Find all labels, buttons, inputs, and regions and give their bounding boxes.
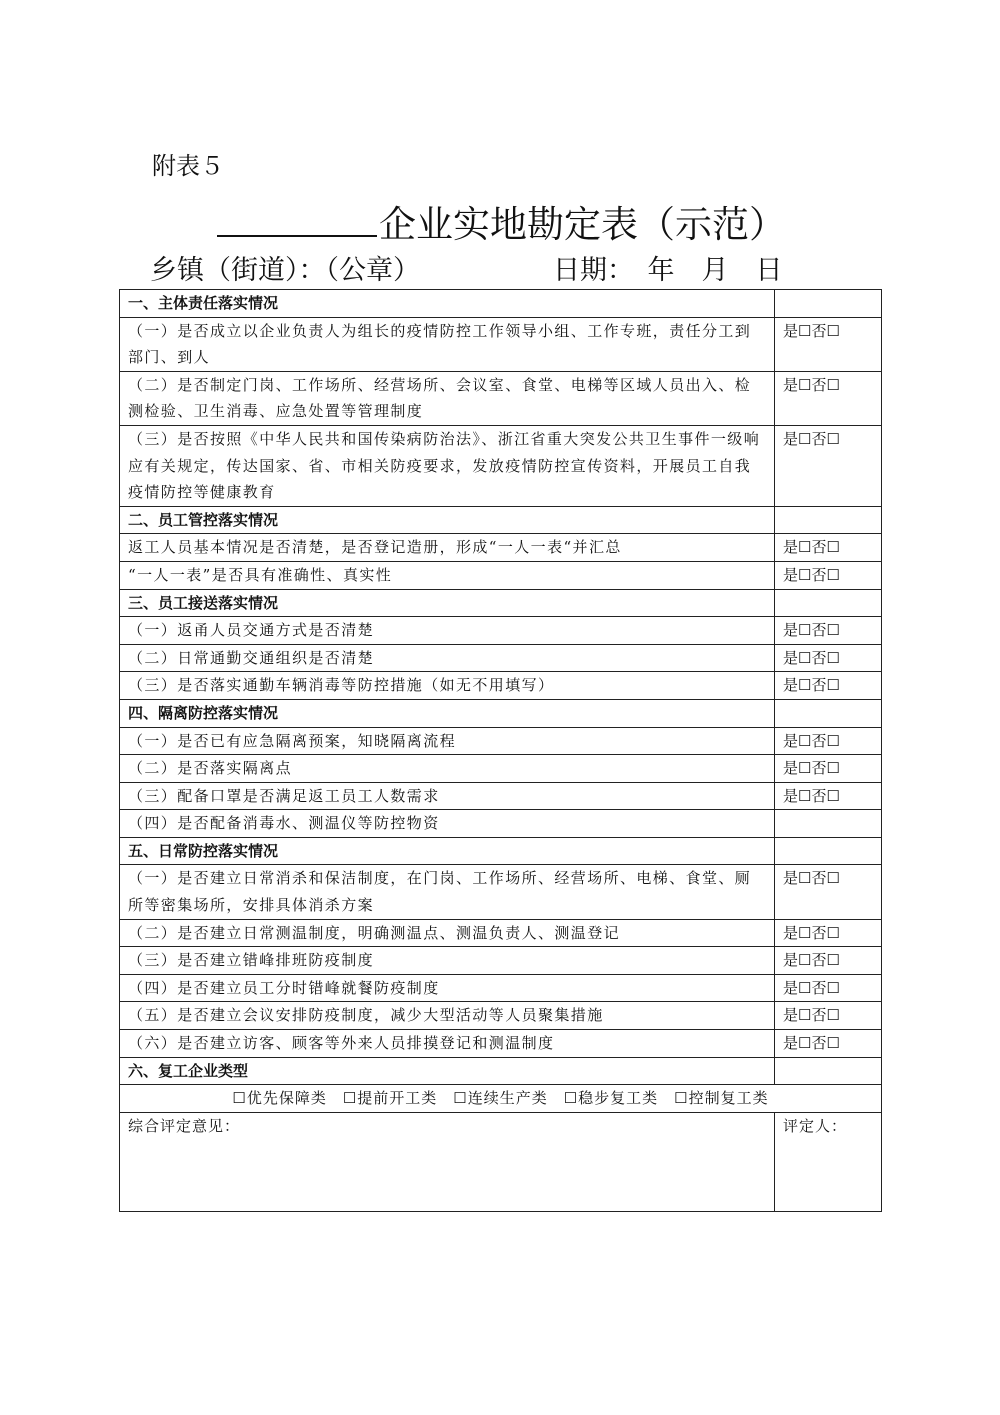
question-cell: “一人一表”是否具有准确性、真实性 bbox=[120, 561, 775, 589]
evaluator-field[interactable]: 评定人： bbox=[775, 1112, 882, 1211]
table-row bbox=[120, 425, 882, 506]
question-cell: （二）是否建立日常测温制度，明确测温点、测温负责人、测温登记 bbox=[120, 919, 775, 947]
table-row bbox=[120, 782, 882, 810]
table-row bbox=[120, 865, 882, 919]
date-label: 日期： 年 月 日 bbox=[553, 255, 783, 286]
question-cell: （一）返甬人员交通方式是否清楚 bbox=[120, 617, 775, 645]
yes-no-checkbox[interactable]: 是☐否☐ bbox=[775, 534, 882, 562]
yes-no-checkbox[interactable]: 是☐否☐ bbox=[775, 755, 882, 783]
question-cell: （一）是否已有应急隔离预案，知晓隔离流程 bbox=[120, 727, 775, 755]
yes-no-checkbox[interactable]: 是☐否☐ bbox=[775, 782, 882, 810]
section-title: 四、隔离防控落实情况 bbox=[120, 699, 775, 727]
table-row bbox=[120, 672, 882, 700]
table-row bbox=[120, 371, 882, 425]
inspection-table bbox=[119, 289, 882, 1212]
section-row bbox=[120, 506, 882, 534]
yes-no-checkbox[interactable]: 是☐否☐ bbox=[775, 1002, 882, 1030]
table-row bbox=[120, 1030, 882, 1058]
question-cell: （三）配备口罩是否满足返工员工人数需求 bbox=[120, 782, 775, 810]
section-row bbox=[120, 290, 882, 318]
question-cell: （三）是否建立错峰排班防疫制度 bbox=[120, 947, 775, 975]
section-title: 一、主体责任落实情况 bbox=[120, 290, 775, 318]
yes-no-checkbox[interactable]: 是☐否☐ bbox=[775, 974, 882, 1002]
table-row bbox=[120, 974, 882, 1002]
table-row bbox=[120, 644, 882, 672]
question-cell: （二）是否制定门岗、工作场所、经营场所、会议室、食堂、电梯等区域人员出入、检测检验、卫生消毒、应急处置等管理制度 bbox=[120, 371, 775, 425]
attachment-label: 附表５ bbox=[152, 152, 224, 180]
yes-no-checkbox[interactable]: 是☐否☐ bbox=[775, 1030, 882, 1058]
question-cell: （一）是否建立日常消杀和保洁制度，在门岗、工作场所、经营场所、电梯、食堂、厕所等密集场所，安排具体消杀方案 bbox=[120, 865, 775, 919]
question-cell: （四）是否配备消毒水、测温仪等防控物资 bbox=[120, 810, 775, 838]
table-row bbox=[120, 755, 882, 783]
table-row bbox=[120, 561, 882, 589]
answer-cell-empty bbox=[775, 1057, 882, 1085]
enterprise-type-checkboxes[interactable]: ☐优先保障类 ☐提前开工类 ☐连续生产类 ☐稳步复工类 ☐控制复工类 bbox=[120, 1085, 882, 1113]
question-cell: （六）是否建立访客、顾客等外来人员排摸登记和测温制度 bbox=[120, 1030, 775, 1058]
table-row bbox=[120, 317, 882, 371]
yes-no-checkbox[interactable]: 是☐否☐ bbox=[775, 919, 882, 947]
question-cell: （三）是否按照《中华人民共和国传染病防治法》、浙江省重大突发公共卫生事件一级响应有关规定，传达国家、省、市相关防疫要求，发放疫情防控宣传资料，开展员工自我疫情防控等健康教育 bbox=[120, 425, 775, 506]
yes-no-checkbox[interactable]: 是☐否☐ bbox=[775, 947, 882, 975]
yes-no-checkbox[interactable]: 是☐否☐ bbox=[775, 561, 882, 589]
form-subheader bbox=[150, 248, 783, 287]
question-cell: （二）日常通勤交通组织是否清楚 bbox=[120, 644, 775, 672]
opinion-row bbox=[120, 1112, 882, 1211]
section-title: 二、员工管控落实情况 bbox=[120, 506, 775, 534]
table-row bbox=[120, 534, 882, 562]
question-cell: （一）是否成立以企业负责人为组长的疫情防控工作领导小组、工作专班，责任分工到部门、到人 bbox=[120, 317, 775, 371]
yes-no-checkbox[interactable]: 是☐否☐ bbox=[775, 727, 882, 755]
opinion-field[interactable]: 综合评定意见： bbox=[120, 1112, 775, 1211]
yes-no-checkbox[interactable]: 是☐否☐ bbox=[775, 672, 882, 700]
section-title: 三、员工接送落实情况 bbox=[120, 589, 775, 617]
question-cell: （五）是否建立会议安排防疫制度，减少大型活动等人员聚集措施 bbox=[120, 1002, 775, 1030]
section-row bbox=[120, 699, 882, 727]
answer-cell-empty bbox=[775, 506, 882, 534]
table-row bbox=[120, 810, 882, 838]
township-label: 乡镇（街道）：（公章） bbox=[150, 255, 420, 286]
question-cell: （二）是否落实隔离点 bbox=[120, 755, 775, 783]
section-title: 五、日常防控落实情况 bbox=[120, 837, 775, 865]
table-row bbox=[120, 1085, 882, 1113]
yes-no-checkbox[interactable]: 是☐否☐ bbox=[775, 865, 882, 919]
question-cell: （四）是否建立员工分时错峰就餐防疫制度 bbox=[120, 974, 775, 1002]
yes-no-checkbox[interactable]: 是☐否☐ bbox=[775, 617, 882, 645]
table-row bbox=[120, 727, 882, 755]
yes-no-checkbox[interactable]: 是☐否☐ bbox=[775, 644, 882, 672]
form-title-text: 企业实地勘定表（示范） bbox=[379, 203, 786, 246]
yes-no-checkbox[interactable]: 是☐否☐ bbox=[775, 317, 882, 371]
yes-no-checkbox[interactable]: 是☐否☐ bbox=[775, 371, 882, 425]
section-row bbox=[120, 589, 882, 617]
answer-cell-empty bbox=[775, 290, 882, 318]
form-title bbox=[217, 194, 786, 248]
answer-cell-empty bbox=[775, 589, 882, 617]
table-row bbox=[120, 947, 882, 975]
answer-cell-empty bbox=[775, 699, 882, 727]
question-cell: 返工人员基本情况是否清楚，是否登记造册，形成“一人一表“并汇总 bbox=[120, 534, 775, 562]
table-row bbox=[120, 1002, 882, 1030]
answer-cell-empty bbox=[775, 810, 882, 838]
section-row bbox=[120, 837, 882, 865]
section-row bbox=[120, 1057, 882, 1085]
yes-no-checkbox[interactable]: 是☐否☐ bbox=[775, 425, 882, 506]
company-name-blank[interactable] bbox=[217, 205, 377, 237]
answer-cell-empty bbox=[775, 837, 882, 865]
section-title: 六、复工企业类型 bbox=[120, 1057, 775, 1085]
table-row bbox=[120, 919, 882, 947]
question-cell: （三）是否落实通勤车辆消毒等防控措施（如无不用填写） bbox=[120, 672, 775, 700]
table-row bbox=[120, 617, 882, 645]
